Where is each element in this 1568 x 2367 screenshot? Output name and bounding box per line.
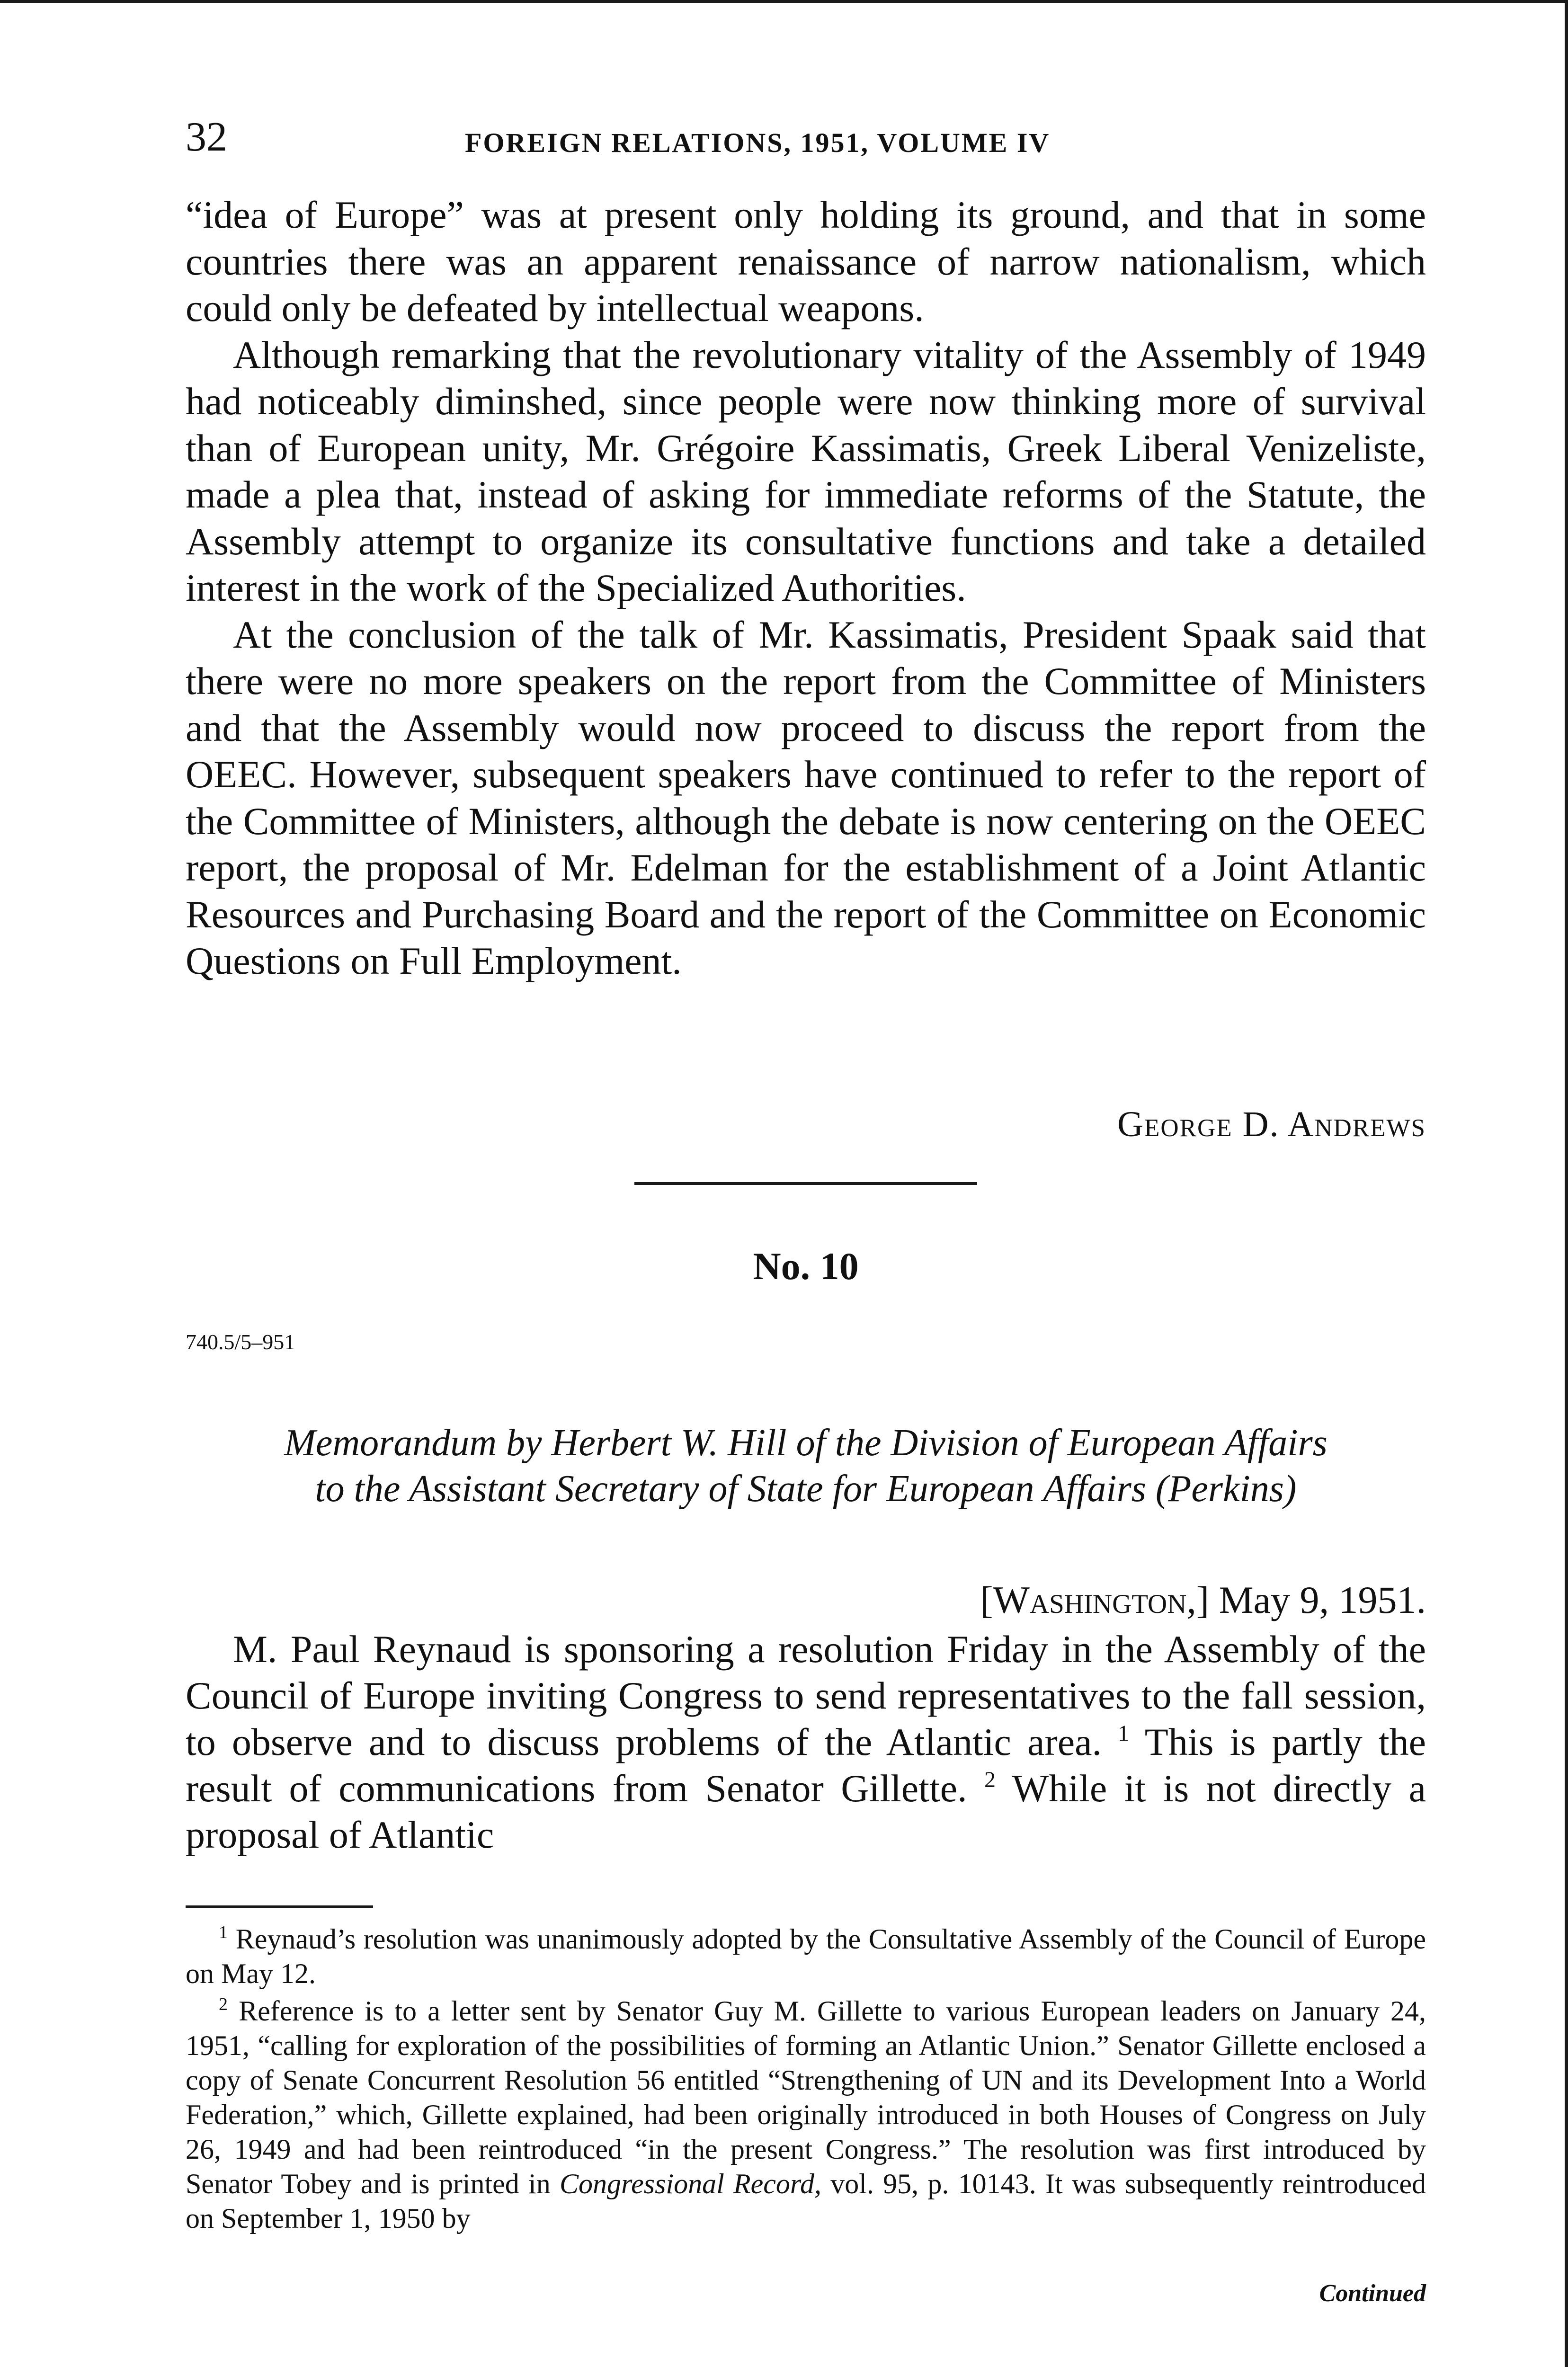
section-divider [634,1182,977,1185]
footnote-italic-source: Congressional Record, [559,2168,822,2199]
footnote-marker: 1 [219,1922,228,1942]
paragraph: Although remarking that the revolutionary vitality of the Assembly of 1949 had noticeably diminshed, since people were now thinking more of survival than of European unity, Mr. Grégoire Kassimatis, Greek Liberal Venizeliste, made a plea that, instead of asking for immediate reforms of the Statute, the Assembly attempt to organize its consultative functions and take a detailed interest in the work of the Specialized Authorities. [186,333,1426,609]
page-header [186,111,1426,163]
page-number: 32 [186,114,227,160]
footnote-marker: 2 [219,1994,228,2014]
dateline-date: May 9, 1951. [1219,1578,1426,1621]
footnote-text: vol. 95, p. 10143. It was subsequently reintroduced on September 1, 1950 by [186,2168,1426,2234]
memo-body [186,1626,1426,1858]
running-head: FOREIGN RELATIONS, 1951, VOLUME IV [465,127,1051,158]
dateline [980,1576,1426,1624]
body-text: This is partly the result of communications from Senator Gillette. [186,1720,1426,1810]
footnote-text: Reference is to a letter sent by Senator Guy M. Gillette to various European leaders on January 24, 1951, “calling for exploration of the possibilities of forming an Atlantic Union.” Senator Gillette enclosed a copy of Senate Concurrent Resolution 56 entitled “Strengthening of UN and its Development Into a World Federation,” which, Gillette explained, had been originally introduced in both Houses of Congress on July 26, 1949 and had been reintroduced “in the present Congress.” The resolution was first introduced by Senator Tobey and is printed in [186,1995,1426,2199]
body-text: M. Paul Reynaud is sponsoring a resolution Friday in the Assembly of the Council of Europe inviting Congress to send representatives to the fall session, to observe and to discuss problems of the Atlantic area. [186,1628,1426,1763]
paragraph: “idea of Europe” was at present only holding its ground, and that in some countries there was an apparent renaissance of narrow nationalism, which could only be defeated by intellectual weapons. [186,193,1426,329]
continuation-text [186,192,1426,985]
continued-label: Continued [1319,2280,1426,2307]
footnote-ref[interactable]: 1 [1118,1721,1130,1746]
footnotes [186,1922,1426,2239]
memo-title [186,1420,1426,1512]
memo-title-line: to the Assistant Secretary of State for European Affairs (Perkins) [315,1468,1297,1510]
footnote [186,1994,1426,2236]
scan-edge-top [0,0,1568,3]
signature: George D. Andrews [1117,1104,1426,1144]
footnote-rule [186,1905,373,1908]
memo-title-line: Memorandum by Herbert W. Hill of the Division of European Affairs [284,1422,1327,1464]
file-reference: 740.5/5–951 [186,1330,295,1354]
footnote-ref[interactable]: 2 [984,1767,996,1792]
dateline-place: [Washington,] [980,1578,1210,1621]
scan-edge-right [1565,0,1568,2367]
footnote-text: Reynaud’s resolution was unanimously adopted by the Consultative Assembly of the Council of Europe on May 12. [186,1923,1426,1989]
footnote [186,1922,1426,1991]
paragraph [186,1626,1426,1858]
paragraph: At the conclusion of the talk of Mr. Kassimatis, President Spaak said that there were no more speakers on the report from the Committee of Ministers and that the Assembly would now proceed to discuss the report from the OEEC. However, subsequent speakers have continued to refer to the report of the Committee of Ministers, although the debate is now centering on the OEEC report, the proposal of Mr. Edelman for the establishment of a Joint Atlantic Resources and Purchasing Board and the report of the Committee on Economic Questions on Full Employment. [186,613,1426,982]
document-number: No. 10 [753,1245,859,1288]
body-text: While it is not directly a proposal of Atlantic [186,1767,1426,1856]
